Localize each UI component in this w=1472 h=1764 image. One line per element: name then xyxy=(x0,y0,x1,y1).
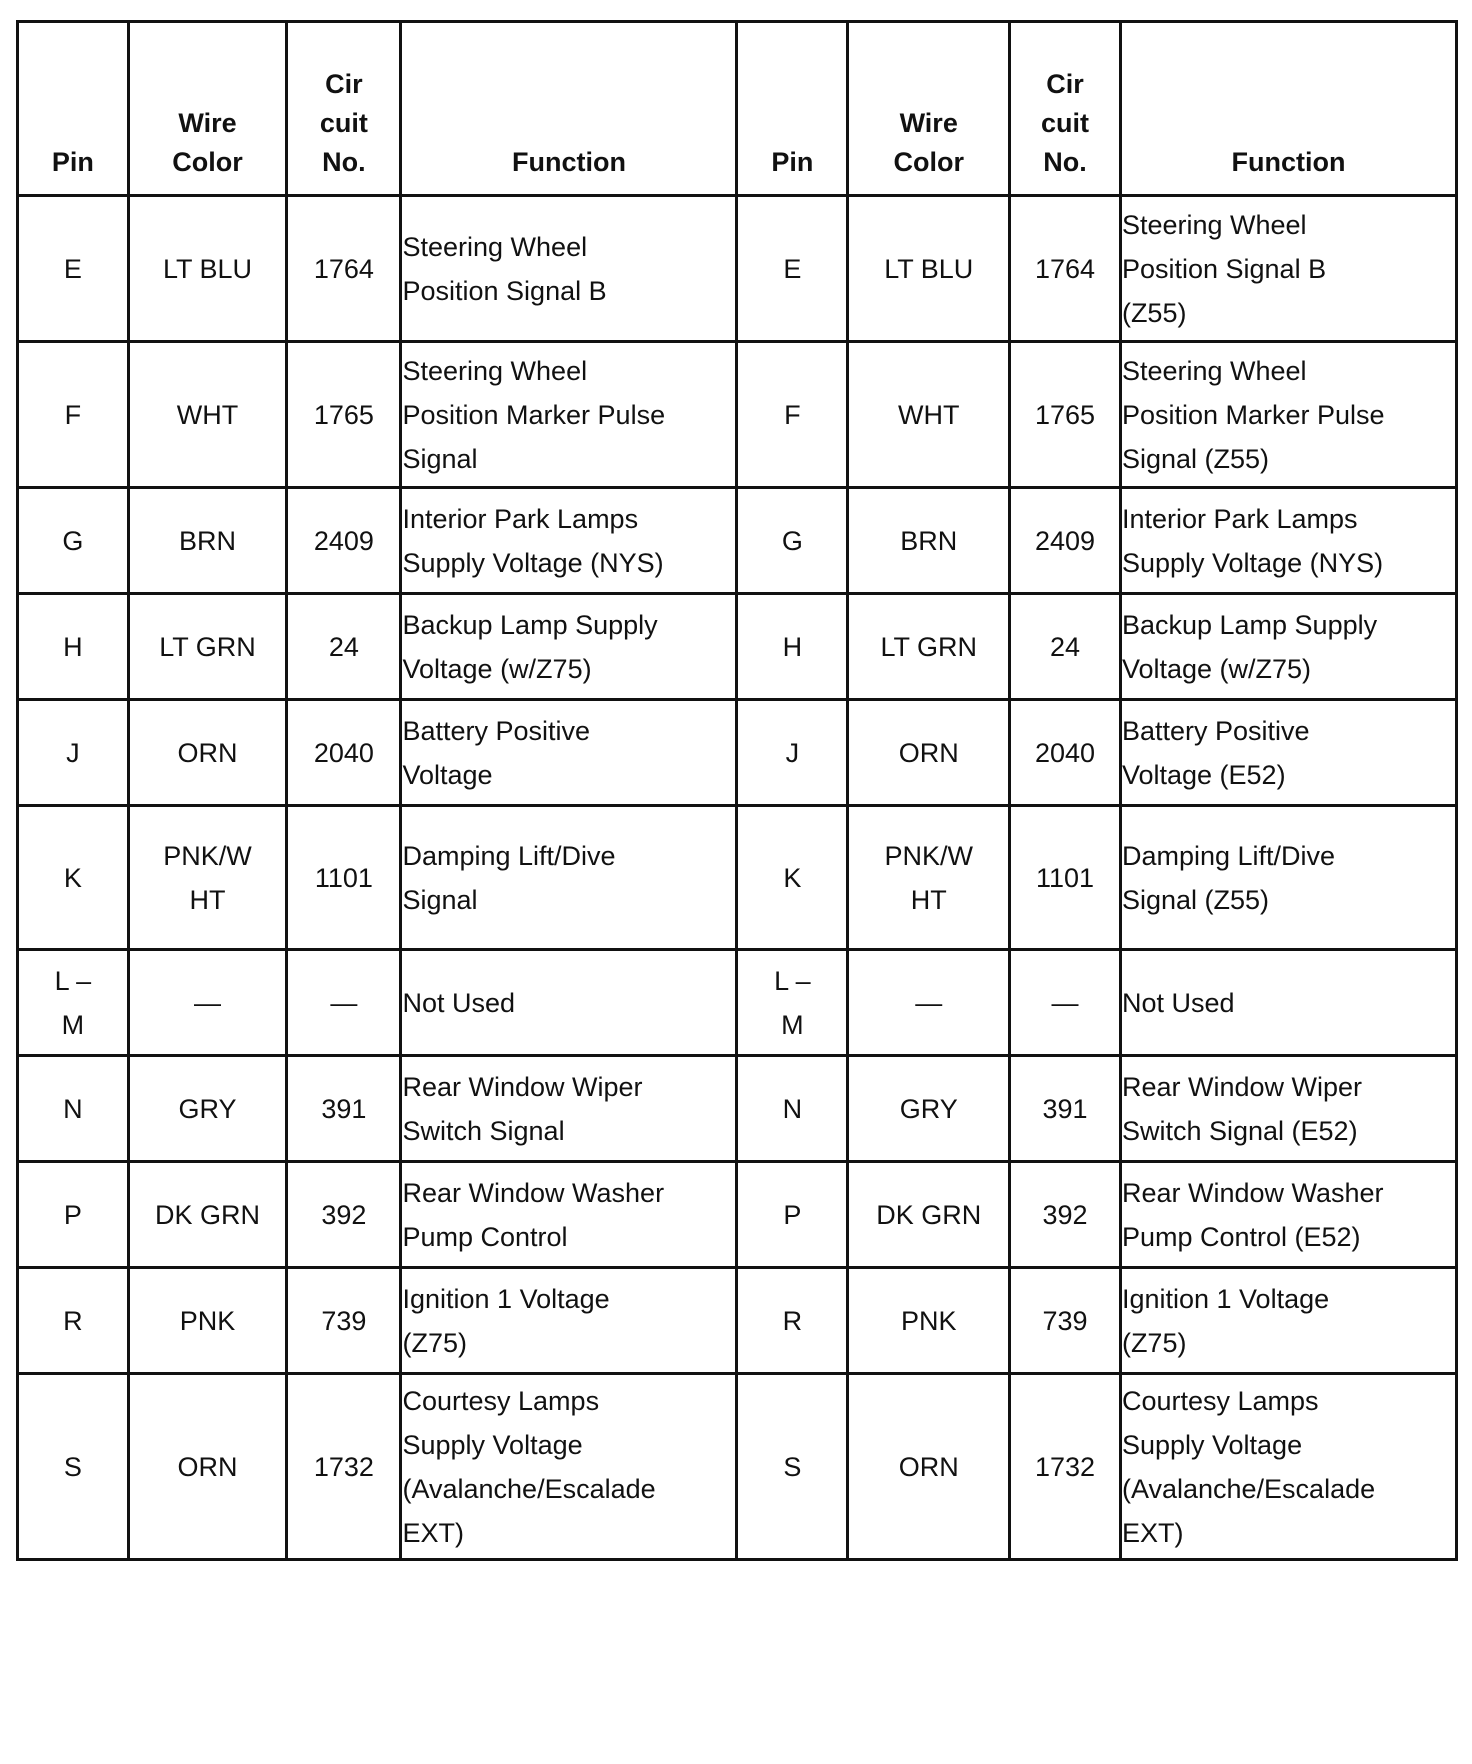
function-cell xyxy=(1120,196,1456,342)
header-function-right xyxy=(1120,22,1456,196)
function-cell xyxy=(401,950,737,1056)
header-pin-left xyxy=(18,22,129,196)
circuit-number-cell-text: 2040 xyxy=(313,737,374,768)
circuit-number-cell xyxy=(1010,196,1121,342)
function-cell-text: Backup Lamp Supply Voltage (w/Z75) xyxy=(1121,609,1378,684)
wire-color-cell xyxy=(128,806,286,950)
wire-color-cell xyxy=(848,342,1010,488)
pin-cell-text: H xyxy=(63,631,83,662)
function-cell xyxy=(401,1374,737,1560)
table-row xyxy=(18,196,1457,342)
function-cell xyxy=(1120,342,1456,488)
pin-cell-text: P xyxy=(783,1199,802,1230)
wire-color-cell-text: BRN xyxy=(900,525,958,556)
circuit-number-cell xyxy=(1010,594,1121,700)
wire-color-cell xyxy=(848,1268,1010,1374)
wire-color-cell-text: — xyxy=(194,987,222,1018)
header-pin-right xyxy=(737,22,848,196)
table-row xyxy=(18,488,1457,594)
circuit-number-cell-text: 1101 xyxy=(1035,862,1095,893)
function-cell-text: Ignition 1 Voltage (Z75) xyxy=(1121,1283,1330,1358)
table-row xyxy=(18,342,1457,488)
pin-cell-text: L – M xyxy=(774,965,811,1040)
table-row xyxy=(18,1056,1457,1162)
circuit-number-cell xyxy=(287,1056,401,1162)
wire-color-cell xyxy=(128,488,286,594)
function-cell xyxy=(401,700,737,806)
wire-color-cell xyxy=(848,594,1010,700)
pin-cell-text: E xyxy=(63,253,82,284)
wire-color-cell xyxy=(128,950,286,1056)
pin-cell xyxy=(18,700,129,806)
pin-cell-text: J xyxy=(785,737,800,768)
header-label: Cir cuit No. xyxy=(319,69,368,177)
wire-color-cell-text: PNK/W HT xyxy=(163,840,252,915)
wire-color-cell-text: LT GRN xyxy=(159,631,256,662)
circuit-number-cell xyxy=(287,1162,401,1268)
wire-color-cell-text: ORN xyxy=(177,737,238,768)
function-cell xyxy=(1120,700,1456,806)
table-row xyxy=(18,1162,1457,1268)
wire-color-cell-text: ORN xyxy=(177,1451,238,1482)
circuit-number-cell-text: 391 xyxy=(321,1093,367,1124)
pin-cell-text: K xyxy=(63,862,82,893)
function-cell-text: Rear Window Washer Pump Control xyxy=(402,1177,665,1252)
header-label: Wire Color xyxy=(893,108,964,177)
function-cell xyxy=(1120,1056,1456,1162)
wire-color-cell xyxy=(848,1374,1010,1560)
wire-color-cell xyxy=(128,342,286,488)
pin-cell-text: G xyxy=(62,525,84,556)
circuit-number-cell-text: 1101 xyxy=(314,862,373,893)
function-cell-text: Courtesy Lamps Supply Voltage (Avalanche/Escalade EXT) xyxy=(1121,1385,1376,1548)
pin-cell xyxy=(18,594,129,700)
header-circuit-no-right xyxy=(1010,22,1121,196)
circuit-number-cell xyxy=(1010,1268,1121,1374)
function-cell-text: Steering Wheel Position Signal B (Z55) xyxy=(1121,209,1327,328)
function-cell-text: Interior Park Lamps Supply Voltage (NYS) xyxy=(1121,503,1384,578)
function-cell-text: Steering Wheel Position Signal B xyxy=(402,231,607,306)
function-cell xyxy=(401,1056,737,1162)
wire-color-cell xyxy=(848,196,1010,342)
pin-cell-text: N xyxy=(782,1093,803,1124)
function-cell xyxy=(1120,1374,1456,1560)
table-header-row xyxy=(18,22,1457,196)
circuit-number-cell-text: 1764 xyxy=(313,253,374,284)
circuit-number-cell-text: 2409 xyxy=(313,525,374,556)
table-row xyxy=(18,1268,1457,1374)
circuit-number-cell xyxy=(1010,342,1121,488)
wire-color-cell-text: PNK/W HT xyxy=(884,840,973,915)
circuit-number-cell xyxy=(287,488,401,594)
wire-color-cell-text: GRY xyxy=(178,1093,237,1124)
header-function-left xyxy=(401,22,737,196)
table-row xyxy=(18,806,1457,950)
function-cell xyxy=(401,1268,737,1374)
circuit-number-cell xyxy=(1010,950,1121,1056)
circuit-number-cell-text: 24 xyxy=(328,631,359,662)
pin-cell xyxy=(737,806,848,950)
function-cell xyxy=(401,806,737,950)
pin-cell xyxy=(18,806,129,950)
function-cell-text: Interior Park Lamps Supply Voltage (NYS) xyxy=(402,503,664,578)
wire-color-cell-text: LT BLU xyxy=(163,253,253,284)
pin-cell xyxy=(737,488,848,594)
pin-cell xyxy=(737,342,848,488)
pin-cell-text: H xyxy=(782,631,803,662)
wire-color-cell-text: LT BLU xyxy=(884,253,974,284)
function-cell-text: Rear Window Wiper Switch Signal xyxy=(402,1071,643,1146)
pin-cell-text: J xyxy=(66,737,80,768)
wire-color-cell xyxy=(128,1374,286,1560)
function-cell-text: Not Used xyxy=(402,987,516,1018)
function-cell xyxy=(1120,488,1456,594)
pin-cell xyxy=(18,1374,129,1560)
pin-cell xyxy=(737,1374,848,1560)
wire-color-cell xyxy=(128,594,286,700)
function-cell xyxy=(401,594,737,700)
wire-color-cell xyxy=(128,1268,286,1374)
pin-cell xyxy=(737,1268,848,1374)
pin-cell-text: K xyxy=(783,862,802,893)
table-row xyxy=(18,1374,1457,1560)
wire-color-cell xyxy=(128,1162,286,1268)
circuit-number-cell xyxy=(287,1374,401,1560)
pin-cell-text: R xyxy=(782,1305,803,1336)
wire-color-cell xyxy=(848,1056,1010,1162)
function-cell-text: Backup Lamp Supply Voltage (w/Z75) xyxy=(402,609,658,684)
pin-cell xyxy=(18,196,129,342)
wire-color-cell-text: WHT xyxy=(897,399,960,430)
circuit-number-cell xyxy=(1010,1162,1121,1268)
pin-cell xyxy=(18,488,129,594)
header-wire-color-right xyxy=(848,22,1010,196)
function-cell xyxy=(401,1162,737,1268)
circuit-number-cell-text: 2409 xyxy=(1034,525,1096,556)
function-cell-text: Rear Window Washer Pump Control (E52) xyxy=(1121,1177,1384,1252)
function-cell-text: Damping Lift/Dive Signal (Z55) xyxy=(1121,840,1336,915)
pin-cell xyxy=(18,1162,129,1268)
circuit-number-cell-text: — xyxy=(330,987,358,1018)
wire-color-cell xyxy=(848,1162,1010,1268)
pin-cell xyxy=(18,1268,129,1374)
wire-color-cell-text: — xyxy=(915,987,943,1018)
circuit-number-cell xyxy=(287,1268,401,1374)
table-row xyxy=(18,700,1457,806)
function-cell-text: Ignition 1 Voltage (Z75) xyxy=(402,1283,610,1358)
header-label: Function xyxy=(511,147,626,177)
pin-cell-text: F xyxy=(784,399,801,430)
pin-cell xyxy=(737,950,848,1056)
function-cell-text: Rear Window Wiper Switch Signal (E52) xyxy=(1121,1071,1363,1146)
header-label: Function xyxy=(1231,147,1346,177)
circuit-number-cell xyxy=(287,806,401,950)
function-cell xyxy=(1120,1162,1456,1268)
wire-color-cell-text: PNK xyxy=(900,1305,957,1336)
circuit-number-cell-text: 392 xyxy=(1042,1199,1088,1230)
function-cell-text: Not Used xyxy=(1121,987,1235,1018)
function-cell xyxy=(1120,806,1456,950)
circuit-number-cell xyxy=(1010,488,1121,594)
circuit-number-cell xyxy=(287,594,401,700)
circuit-number-cell-text: 391 xyxy=(1042,1093,1088,1124)
wire-color-cell-text: ORN xyxy=(898,737,959,768)
function-cell-text: Courtesy Lamps Supply Voltage (Avalanche/Escalade EXT) xyxy=(402,1385,656,1548)
table-row xyxy=(18,594,1457,700)
circuit-number-cell-text: 739 xyxy=(321,1305,367,1336)
circuit-number-cell xyxy=(287,196,401,342)
table-body xyxy=(18,196,1457,1560)
header-circuit-no-left xyxy=(287,22,401,196)
circuit-number-cell-text: 1765 xyxy=(1034,399,1096,430)
function-cell xyxy=(401,342,737,488)
circuit-number-cell xyxy=(287,700,401,806)
table-row xyxy=(18,950,1457,1056)
wire-color-cell-text: LT GRN xyxy=(880,631,977,662)
pin-cell xyxy=(18,950,129,1056)
circuit-number-cell xyxy=(1010,806,1121,950)
wire-color-cell xyxy=(128,196,286,342)
wire-color-cell xyxy=(848,950,1010,1056)
circuit-number-cell xyxy=(287,950,401,1056)
wire-color-cell-text: PNK xyxy=(179,1305,236,1336)
function-cell xyxy=(1120,594,1456,700)
pin-cell xyxy=(18,342,129,488)
function-cell-text: Steering Wheel Position Marker Pulse Signal xyxy=(402,355,666,474)
header-label: Cir cuit No. xyxy=(1041,69,1090,177)
wire-color-cell xyxy=(128,700,286,806)
pin-cell-text: S xyxy=(63,1451,82,1482)
header-label: Pin xyxy=(771,147,814,177)
circuit-number-cell-text: 2040 xyxy=(1034,737,1096,768)
wire-color-cell-text: DK GRN xyxy=(876,1199,982,1230)
circuit-number-cell xyxy=(1010,700,1121,806)
circuit-number-cell-text: 1732 xyxy=(1034,1451,1096,1482)
pin-cell-text: P xyxy=(63,1199,82,1230)
wire-color-cell-text: BRN xyxy=(179,525,237,556)
function-cell-text: Damping Lift/Dive Signal xyxy=(402,840,616,915)
circuit-number-cell xyxy=(1010,1374,1121,1560)
function-cell xyxy=(401,196,737,342)
pin-cell-text: S xyxy=(783,1451,802,1482)
circuit-number-cell-text: 1764 xyxy=(1034,253,1096,284)
function-cell-text: Battery Positive Voltage (E52) xyxy=(1121,715,1310,790)
wire-color-cell xyxy=(128,1056,286,1162)
circuit-number-cell-text: — xyxy=(1051,987,1079,1018)
pin-cell-text: R xyxy=(63,1305,83,1336)
circuit-number-cell-text: 1732 xyxy=(313,1451,374,1482)
circuit-number-cell-text: 1765 xyxy=(313,399,374,430)
pin-cell-text: E xyxy=(783,253,802,284)
wire-color-cell xyxy=(848,488,1010,594)
wire-color-cell-text: DK GRN xyxy=(155,1199,261,1230)
pin-cell xyxy=(18,1056,129,1162)
connector-pin-table xyxy=(16,20,1458,1561)
pin-cell-text: N xyxy=(63,1093,83,1124)
pin-cell-text: L – M xyxy=(54,965,92,1040)
pin-cell xyxy=(737,196,848,342)
pin-cell xyxy=(737,700,848,806)
wire-color-cell-text: GRY xyxy=(899,1093,958,1124)
header-label: Pin xyxy=(51,147,94,177)
pin-cell xyxy=(737,594,848,700)
function-cell xyxy=(1120,1268,1456,1374)
circuit-number-cell-text: 24 xyxy=(1050,631,1081,662)
function-cell-text: Steering Wheel Position Marker Pulse Signal (Z55) xyxy=(1121,355,1385,474)
circuit-number-cell-text: 739 xyxy=(1042,1305,1088,1336)
wire-color-cell-text: ORN xyxy=(898,1451,959,1482)
pin-cell xyxy=(737,1056,848,1162)
circuit-number-cell-text: 392 xyxy=(321,1199,367,1230)
circuit-number-cell xyxy=(1010,1056,1121,1162)
function-cell xyxy=(401,488,737,594)
wire-color-cell xyxy=(848,700,1010,806)
header-wire-color-left xyxy=(128,22,286,196)
wire-color-cell xyxy=(848,806,1010,950)
function-cell-text: Battery Positive Voltage xyxy=(402,715,591,790)
pin-cell-text: F xyxy=(64,399,82,430)
wire-color-cell-text: WHT xyxy=(176,399,239,430)
header-label: Wire Color xyxy=(172,108,243,177)
function-cell xyxy=(1120,950,1456,1056)
circuit-number-cell xyxy=(287,342,401,488)
pin-cell xyxy=(737,1162,848,1268)
pin-cell-text: G xyxy=(781,525,803,556)
